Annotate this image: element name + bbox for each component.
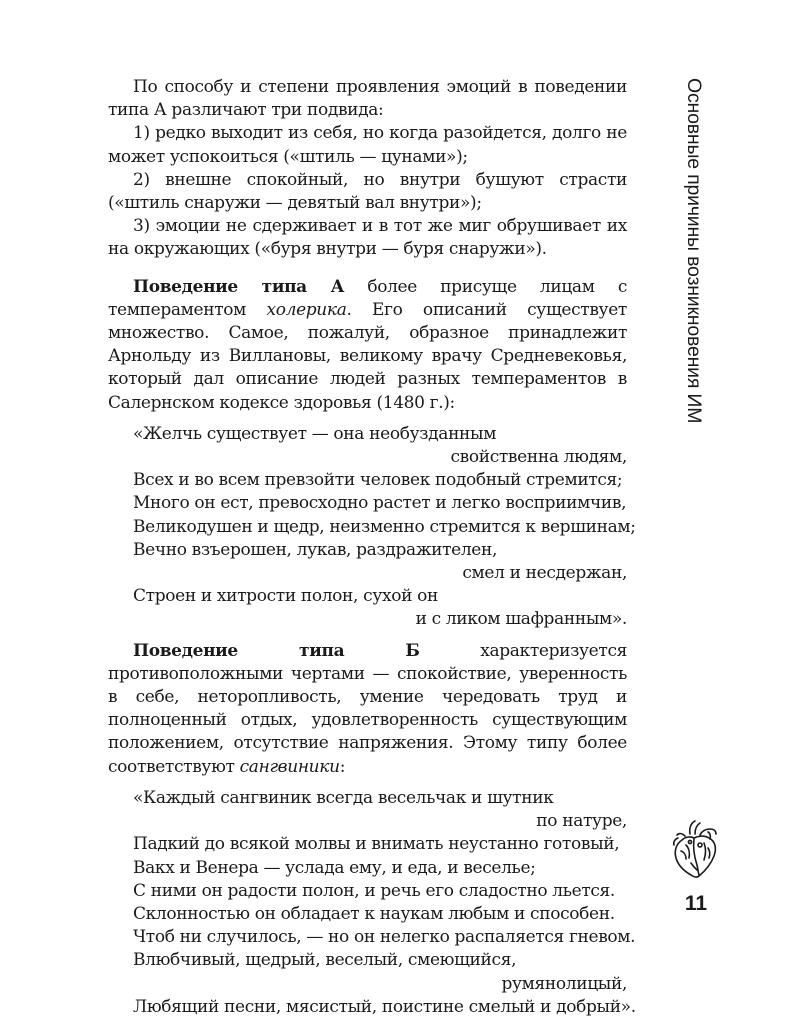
type-b-text-1: характеризуется противоположными чертами — спокойствие, уверенность в себе, неторопливость, умение чередовать труд и полноценный отдых, удовлетворенность существующим положением, отсутствие напряжения. Этому типу более соответствуют [108,640,627,777]
verse-line-continuation: и с ликом шафранным». [415,609,627,630]
type-b-temperament: сангвиники [239,756,340,777]
page-number: 11 [684,892,708,915]
type-a-term: Поведение типа А [133,276,345,297]
verse-choleric [108,423,636,632]
subtype-item-2: 2) внешне спокойный, но внутри бушуют страсти («штиль снаружи — девятый вал внутри»); [108,169,627,214]
verse-line: Всех и во всем превзойти человек подобный стремится; [133,470,623,491]
type-a-text-1: более присуще лицам с темпераментом [108,276,628,320]
type-b-paragraph [108,640,627,779]
verse-line-continuation: свойственна людям, [450,447,627,468]
verse-line: Великодушен и щедр, неизменно стремится к вершинам; [133,516,636,537]
paragraph-gap [108,779,627,787]
verse-line-continuation: румянолицый, [501,973,627,994]
main-text-column [108,76,636,1019]
type-b-term: Поведение типа Б [133,640,420,661]
verse-line: Вечно взъерошен, лукав, раздражителен, [133,539,498,560]
running-title: Основные причины возникновения ИМ [683,78,705,424]
paragraph-gap [108,632,627,640]
verse-line: Любящий песни, мясистый, поистине смелый и добрый». [133,996,636,1017]
verse-line: Строен и хитрости полон, сухой он [133,586,438,607]
paragraph-gap [108,262,627,276]
paragraph-gap [108,415,627,423]
verse-line: Склонностью он обладает к наукам любым и способен. [133,903,615,924]
verse-line: С ними он радости полон, и речь его сладостно льется. [133,880,615,901]
verse-line: Падкий до всякой молвы и внимать неустанно готовый, [133,834,620,855]
verse-line: Влюбчивый, щедрый, веселый, смеющийся, [133,950,517,971]
intro-paragraph: По способу и степени проявления эмоций в поведении типа А различают три подвида: [108,77,627,121]
type-b-text-2: : [339,756,346,777]
verse-line: «Каждый сангвиник всегда весельчак и шутник [133,787,554,808]
verse-line: Много он ест, превосходно растет и легко восприимчив, [133,493,627,514]
verse-line: Чтоб ни случилось, — но он нелегко распаляется гневом. [133,927,636,948]
verse-sanguine [108,787,636,1019]
anatomical-heart-icon [664,818,728,882]
verse-line-continuation: по натуре, [536,811,627,832]
verse-line-continuation: смел и несдержан, [462,563,627,584]
type-a-temperament: холерика [266,299,347,320]
verse-line: «Желчь существует — она необузданным [133,423,497,444]
type-a-text-2: . Его описаний существует множество. Самое, пожалуй, образное принадлежит Арнольду из Виллановы, великому врачу Средневековья, который дал описание людей разных темпераментов в Салернском кодексе здоровья (1480 г.): [108,299,627,413]
subtype-item-1: 1) редко выходит из себя, но когда разойдется, долго не может успокоиться («штиль — цунами»); [108,123,627,167]
subtype-item-3: 3) эмоции не сдерживает и в тот же миг обрушивает их на окружающих («буря внутри — буря снаружи»). [108,216,627,260]
verse-line: Вакх и Венера — услада ему, и еда, и веселье; [133,857,536,878]
type-a-paragraph [108,276,627,415]
